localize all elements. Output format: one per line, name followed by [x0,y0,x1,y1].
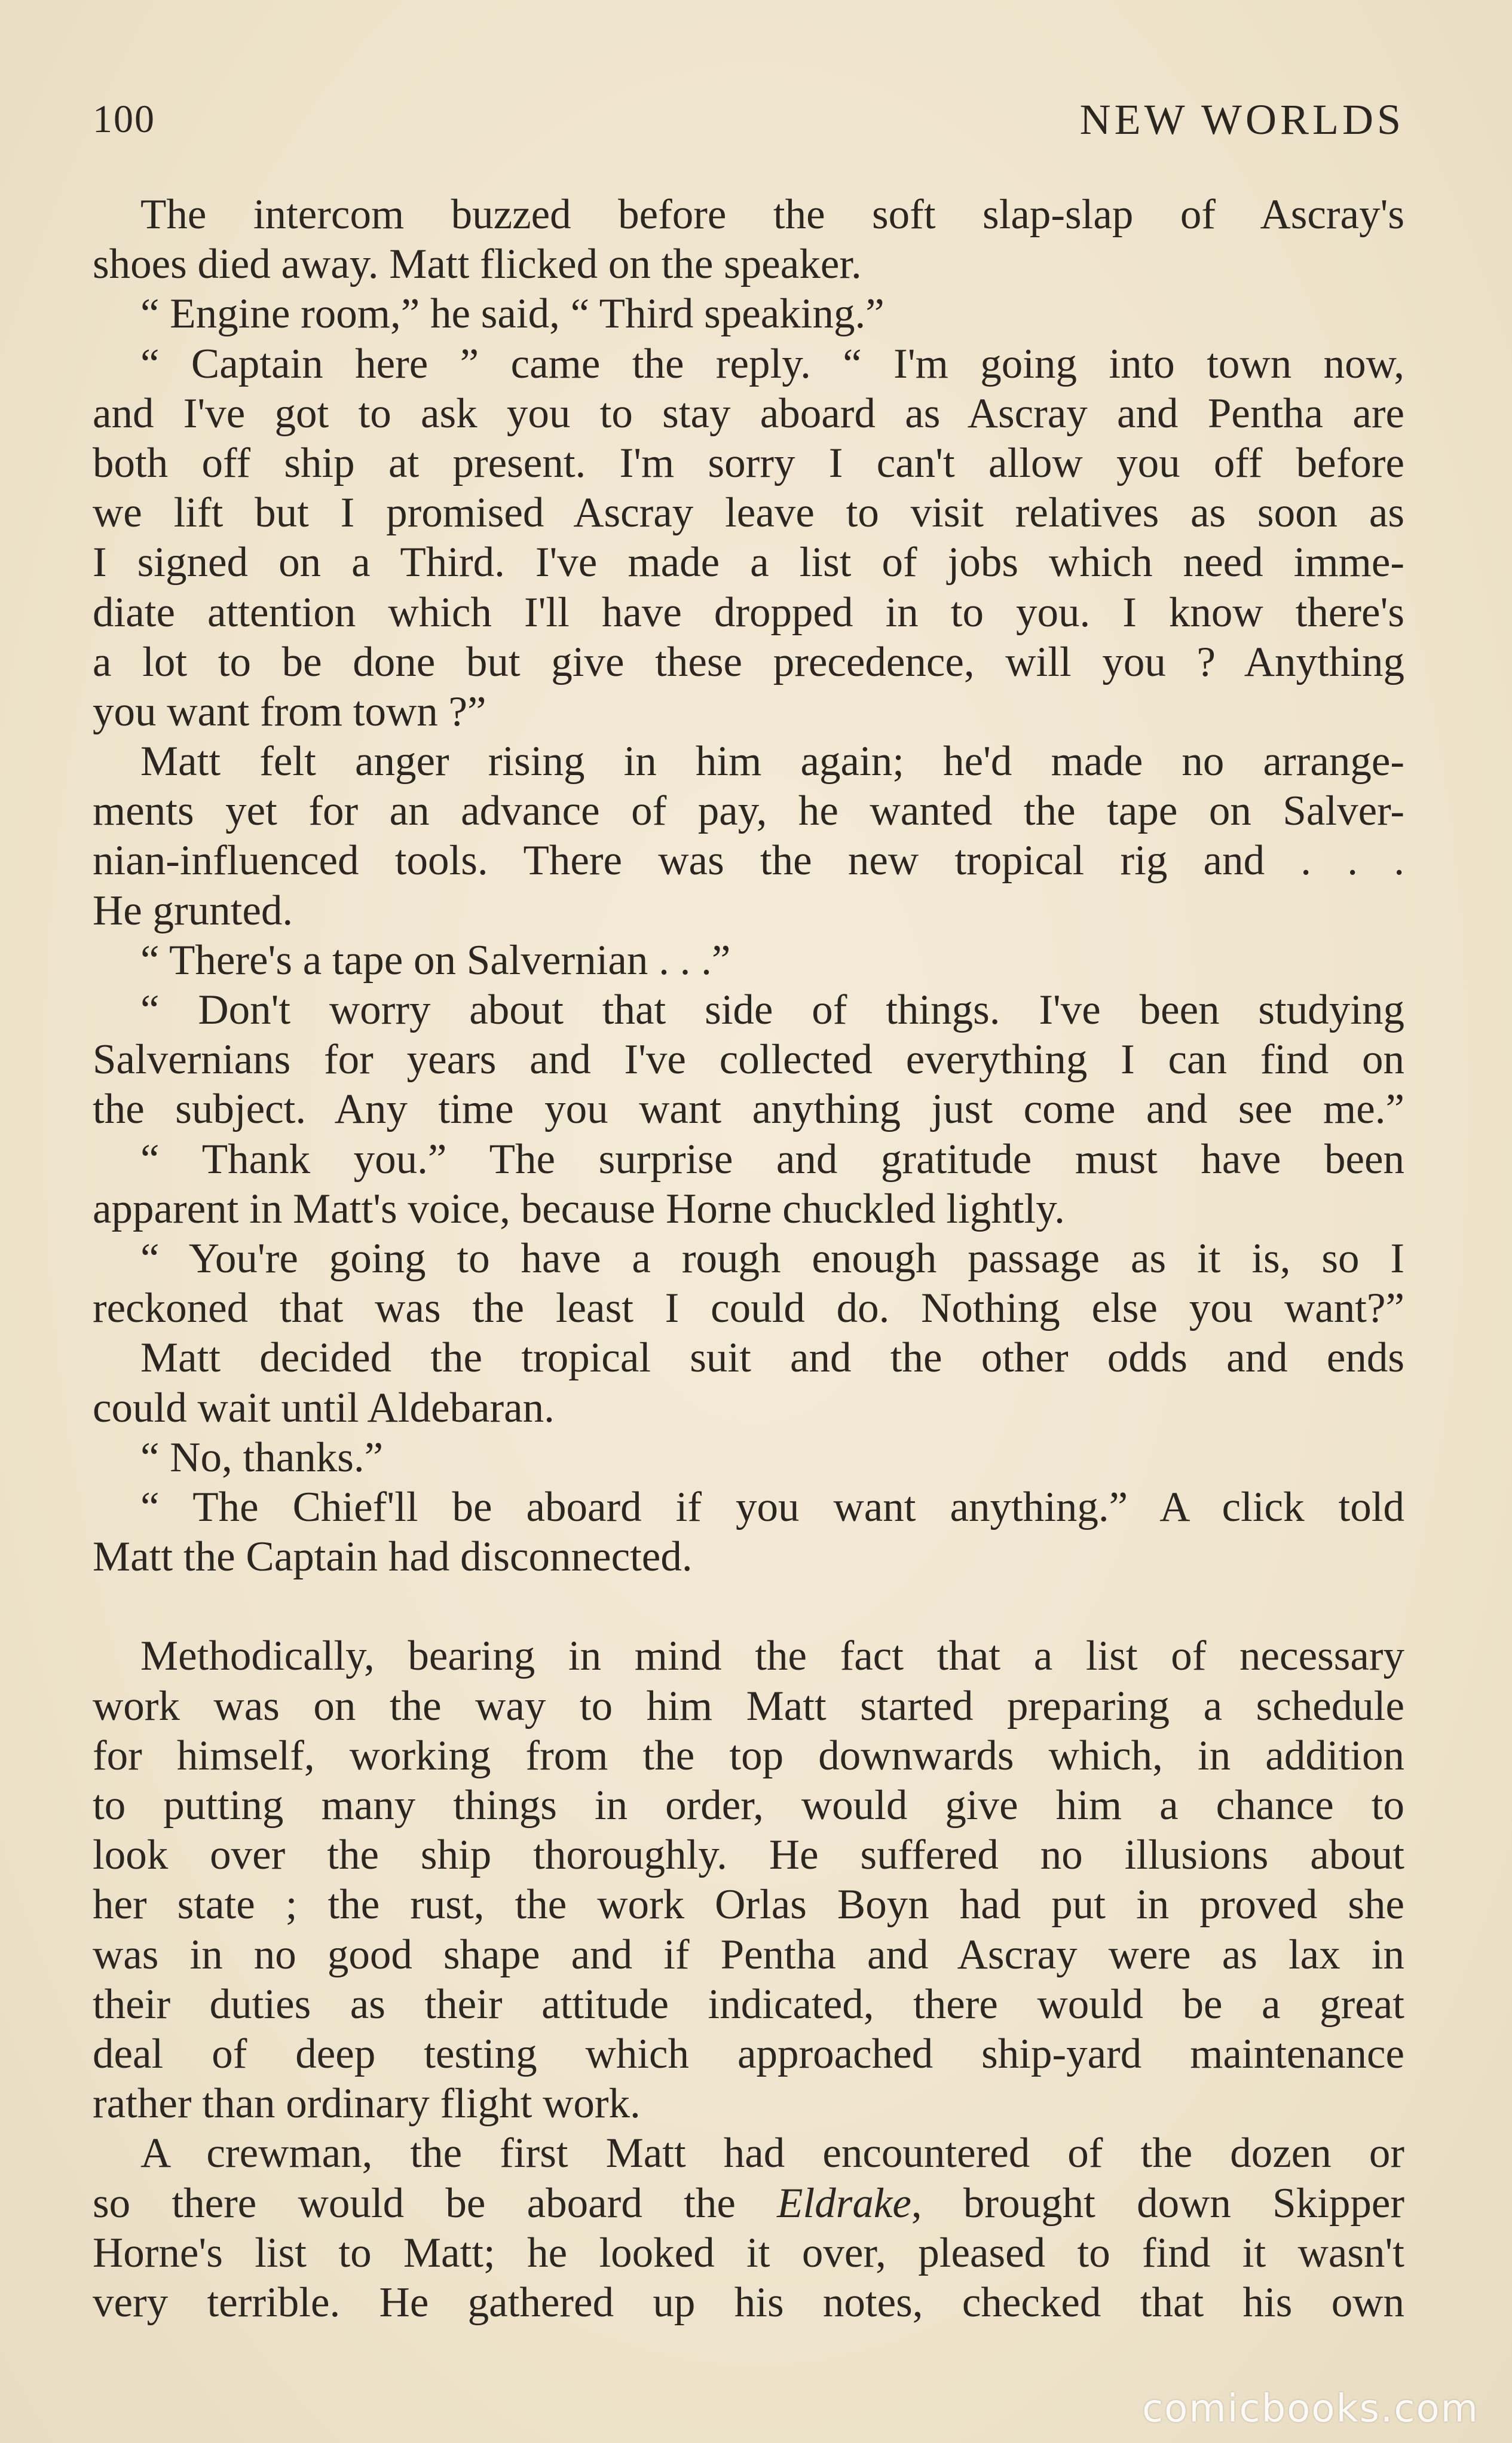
text-line: deal of deep testing which approached ship-yard maintenance [93,2030,1404,2077]
text-line: was in no good shape and if Pentha and Ascray were as lax in [93,1931,1404,1978]
text-line: could wait until Aldebaran. [93,1384,555,1431]
text-line: a lot to be done but give these precedence, will you ? Anything [93,638,1404,685]
text-line: diate attention which I'll have dropped in to you. I know there's [93,589,1404,636]
text-line: shoes died away. Matt flicked on the speaker. [93,241,862,288]
text-line: very terrible. He gathered up his notes, checked that his own [93,2279,1404,2326]
text-line: nian-influenced tools. There was the new tropical rig and . . . [93,837,1404,884]
text-segment: , brought down Skipper [911,2179,1404,2227]
text-line: you want from town ?” [93,688,486,735]
text-line: Horne's list to Matt; he looked it over, pleased to find it wasn't [93,2229,1404,2276]
text-line: and I've got to ask you to stay aboard as Ascray and Pentha are [93,390,1404,437]
running-head: NEW WORLDS [1079,96,1404,143]
text-line: “ No, thanks.” [140,1434,384,1481]
text-line: both off ship at present. I'm sorry I can't allow you off before [93,439,1404,486]
text-line: rather than ordinary flight work. [93,2080,641,2127]
text-line: “ You're going to have a rough enough passage as it is, so I [140,1235,1404,1282]
text-line: reckoned that was the least I could do. Nothing else you want?” [93,1285,1404,1332]
text-line: their duties as their attitude indicated, there would be a great [93,1980,1404,2028]
page-header [93,90,1404,149]
text-line: The intercom buzzed before the soft slap-slap of Ascray's [140,191,1404,238]
text-line: Matt the Captain had disconnected. [93,1533,693,1581]
text-line: her state ; the rust, the work Orlas Boyn had put in proved she [93,1881,1404,1928]
text-line: He grunted. [93,887,293,934]
text-line: apparent in Matt's voice, because Horne chuckled lightly. [93,1185,1065,1232]
text-line: for himself, working from the top downwards which, in addition [93,1732,1404,1779]
text-segment: so there would be aboard the [93,2179,778,2227]
text-line: to putting many things in order, would give him a chance to [93,1782,1404,1829]
text-line: “ The Chief'll be aboard if you want anything.” A click told [140,1483,1404,1530]
text-line: Matt decided the tropical suit and the other odds and ends [140,1334,1404,1382]
section-break [93,1582,1404,1631]
ship-name: Eldrake [777,2179,911,2227]
text-line: ments yet for an advance of pay, he wanted the tape on Salver- [93,788,1404,835]
text-line: “ Engine room,” he said, “ Third speaking.” [140,290,884,338]
page-number: 100 [93,97,155,141]
body-text [93,190,1404,2328]
text-line: work was on the way to him Matt started preparing a schedule [93,1682,1404,1729]
text-line: “ Don't worry about that side of things. I've been studying [140,987,1404,1033]
text-line [93,2179,1404,2228]
text-line: we lift but I promised Ascray leave to visit relatives as soon as [93,489,1404,537]
text-line: Matt felt anger rising in him again; he'd made no arrange- [140,738,1404,785]
text-line: Methodically, bearing in mind the fact that a list of necessary [140,1633,1404,1680]
watermark: comicbooks.com [1141,2387,1479,2431]
text-line: “ Thank you.” The surprise and gratitude must have been [140,1135,1404,1183]
text-line: I signed on a Third. I've made a list of jobs which need imme- [93,539,1404,586]
text-line: A crewman, the first Matt had encountered of the dozen or [140,2130,1404,2177]
text-line: “ There's a tape on Salvernian . . .” [140,936,731,984]
text-line: the subject. Any time you want anything just come and see me.” [93,1086,1404,1133]
text-line: “ Captain here ” came the reply. “ I'm going into town now, [140,340,1404,387]
text-line: look over the ship thoroughly. He suffered no illusions about [93,1832,1404,1879]
text-line: Salvernians for years and I've collected everything I can find on [93,1036,1404,1083]
